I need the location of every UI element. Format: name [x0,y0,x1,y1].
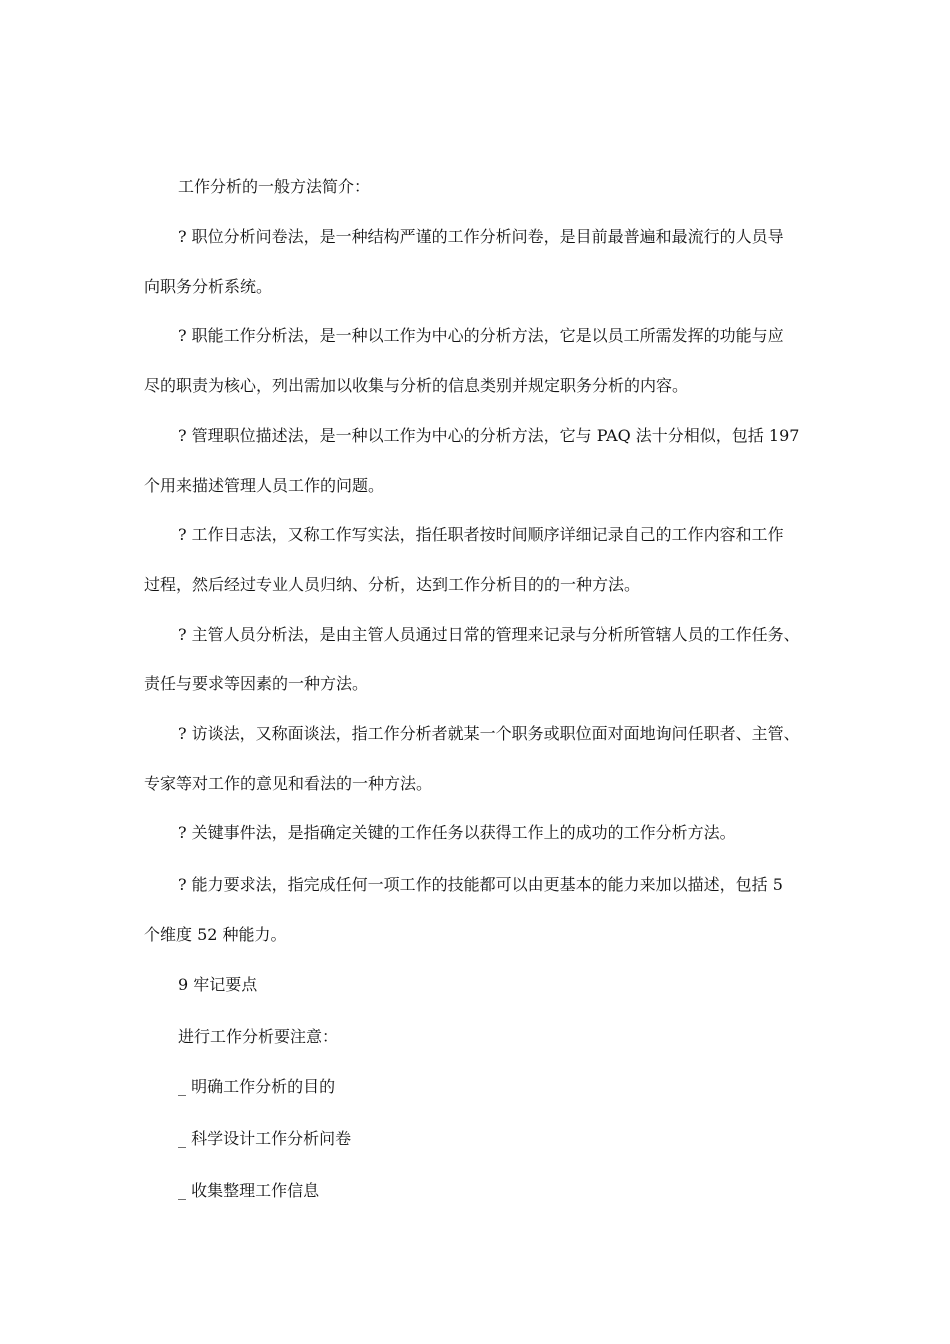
method-supervisor-line1: ? 主管人员分析法，是由主管人员通过日常的管理来记录与分析所管辖人员的工作任务、 [178,625,800,644]
method-fja-line1: ? 职能工作分析法，是一种以工作为中心的分析方法，它是以员工所需发挥的功能与应 [178,326,784,345]
method-critical-incident: ? 关键事件法，是指确定关键的工作任务以获得工作上的成功的工作分析方法。 [178,823,736,842]
note-item: _ 明确工作分析的目的 [178,1077,336,1096]
method-log-line1: ? 工作日志法，又称工作写实法，指任职者按时间顺序详细记录自己的工作内容和工作 [178,525,784,544]
method-paq-line1: ? 职位分析问卷法，是一种结构严谨的工作分析问卷，是目前最普遍和最流行的人员导 [178,227,784,246]
method-paq-line2: 向职务分析系统。 [144,277,273,296]
method-log-line2: 过程，然后经过专业人员归纳、分析，达到工作分析目的的一种方法。 [144,575,641,594]
key-points-title: 9 牢记要点 [178,975,258,994]
method-ability-line1: ? 能力要求法，指完成任何一项工作的技能都可以由更基本的能力来加以描述，包括 5 [178,875,783,894]
method-ability-line2: 个维度 52 种能力。 [144,925,287,944]
notes-intro: 进行工作分析要注意： [178,1027,339,1046]
method-mpdq-line1: ? 管理职位描述法，是一种以工作为中心的分析方法，它与 PAQ 法十分相似，包括 197 [178,426,800,445]
note-item: _ 科学设计工作分析问卷 [178,1129,352,1148]
method-mpdq-line2: 个用来描述管理人员工作的问题。 [144,476,385,495]
method-interview-line1: ? 访谈法，又称面谈法，指工作分析者就某一个职务或职位面对面地询问任职者、主管、 [178,724,800,743]
method-interview-line2: 专家等对工作的意见和看法的一种方法。 [144,774,433,793]
section-heading: 工作分析的一般方法简介： [178,177,371,196]
method-supervisor-line2: 责任与要求等因素的一种方法。 [144,674,369,693]
method-fja-line2: 尽的职责为核心，列出需加以收集与分析的信息类别并规定职务分析的内容。 [144,376,689,395]
note-item: _ 收集整理工作信息 [178,1181,320,1200]
